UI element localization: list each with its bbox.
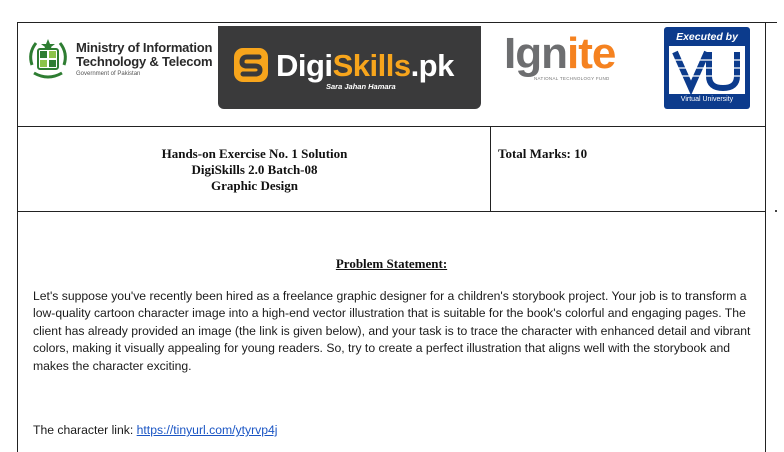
- ignite-word-ite: ite: [566, 29, 616, 78]
- character-link[interactable]: https://tinyurl.com/ytyrvp4j: [136, 423, 278, 437]
- problem-statement-body: Let's suppose you've recently been hired as a freelance graphic designer for a children's storybook project. Your job is to transform a low-quality cartoon character image into a high-end vector illustration that is suitable for the book's colorful and engaging pages. The client has already provided an image (the link is given below), and your task is to trace the character with enhanced detail and vibrant colors, making it visually appealing for young readers. So, try to create a perfect illustration that aligns well with the storybook and makes the character exciting.: [33, 289, 751, 373]
- vu-emblem: [669, 46, 745, 94]
- digiskills-tagline: Sara Jahan Hamara: [326, 82, 396, 91]
- vu-name: Virtual University: [680, 96, 734, 103]
- digiskills-wordmark: [276, 48, 454, 84]
- pakistan-emblem-icon: [26, 35, 70, 83]
- title-row-divider: [17, 211, 766, 212]
- problem-statement-title: Problem Statement:: [335, 256, 448, 271]
- exercise-course: Graphic Design: [210, 178, 299, 193]
- margin-mark: [775, 210, 777, 212]
- ignite-subtitle: NATIONAL TECHNOLOGY FUND: [534, 76, 610, 81]
- character-link-label: The character link:: [33, 423, 137, 437]
- exercise-batch: DigiSkills 2.0 Batch-08: [191, 162, 318, 177]
- exercise-heading: [18, 146, 491, 194]
- ignite-logo: [500, 30, 650, 80]
- vu-logo: [664, 27, 750, 109]
- digiskills-word-pk: .pk: [410, 48, 454, 83]
- ministry-logo: [26, 35, 216, 85]
- ministry-line-3: Government of Pakistan: [76, 71, 141, 77]
- ministry-line-2: Technology & Telecom: [76, 54, 213, 69]
- total-marks: Total Marks: 10: [498, 146, 588, 161]
- digiskills-logo: [218, 26, 481, 109]
- digiskills-word-digi: Digi: [276, 48, 333, 83]
- ignite-word-ign: Ign: [504, 29, 567, 78]
- ministry-line-1: Ministry of Information: [76, 40, 213, 55]
- digiskills-s-icon: [232, 46, 270, 84]
- ministry-text: [76, 41, 212, 77]
- character-link-line: [33, 423, 278, 437]
- exercise-title: Hands-on Exercise No. 1 Solution: [161, 146, 348, 161]
- header-divider: [17, 126, 766, 127]
- vu-executed-by: Executed by: [676, 31, 738, 43]
- ignite-wordmark: [504, 30, 615, 78]
- digiskills-word-skills: Skills: [332, 48, 411, 83]
- vu-emblem-icon: [669, 46, 745, 94]
